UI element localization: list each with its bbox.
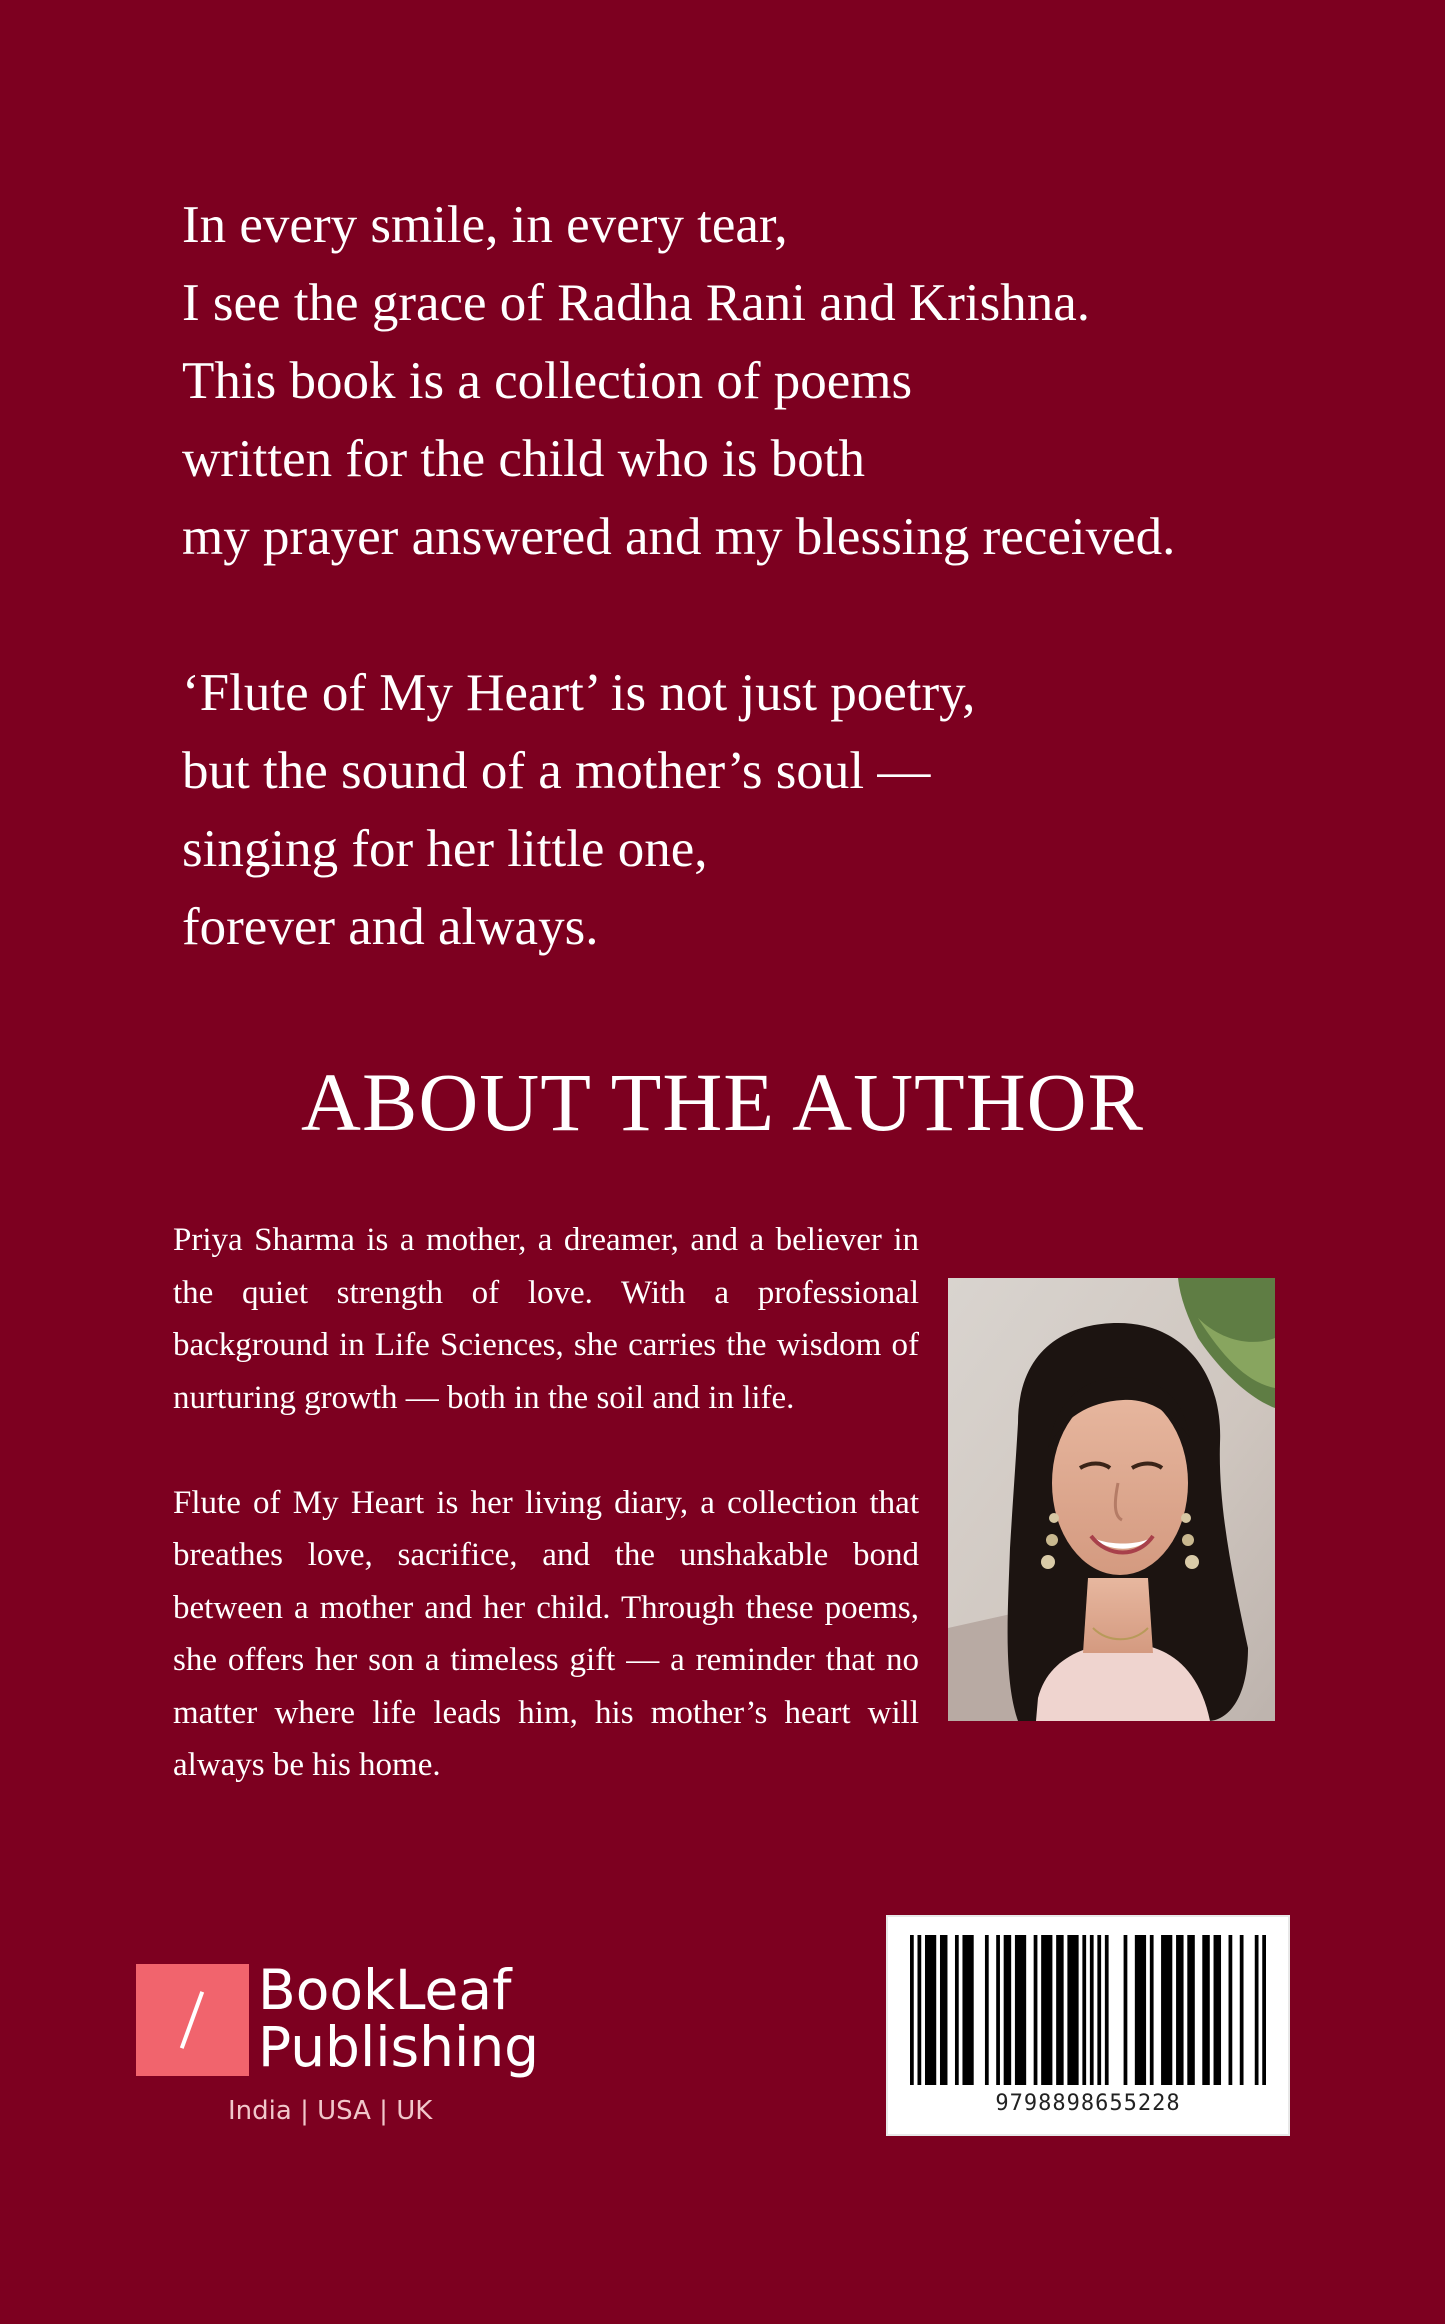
author-photo xyxy=(948,1278,1275,1721)
barcode-bar xyxy=(1240,1935,1244,2085)
poem-line: forever and always. xyxy=(182,898,599,956)
barcode-bar xyxy=(1262,1935,1266,2085)
barcode-number: 9798898655228 xyxy=(995,2091,1181,2116)
poem-line: This book is a collection of poems xyxy=(182,352,913,410)
bio-paragraph: Priya Sharma is a mother, a dreamer, and a believer in the quiet strength of love. With a professional background in Life Sciences, she carries the wisdom of nurturing growth — both in the soil and in life. xyxy=(173,1222,919,1416)
barcode-bar xyxy=(955,1935,959,2085)
slash-icon xyxy=(180,1991,204,2049)
isbn-barcode xyxy=(886,1915,1290,2136)
poem-stanza xyxy=(182,654,1362,966)
barcode-bar xyxy=(1150,1935,1154,2085)
barcode-bar xyxy=(1187,1935,1194,2085)
barcode-bar xyxy=(917,1935,921,2085)
poem-line: my prayer answered and my blessing received. xyxy=(182,508,1176,566)
poem-line: In every smile, in every tear, xyxy=(182,196,788,254)
barcode-bar xyxy=(1124,1935,1128,2085)
barcode-bar xyxy=(1135,1935,1146,2085)
blurb-poem xyxy=(182,186,1362,966)
publisher-name-line: BookLeaf xyxy=(258,1958,512,2022)
publisher-mark-icon xyxy=(136,1964,249,2076)
barcode-bar xyxy=(1214,1935,1221,2085)
poem-line: singing for her little one, xyxy=(182,820,708,878)
poem-line: written for the child who is both xyxy=(182,430,865,488)
barcode-bar xyxy=(1202,1935,1209,2085)
barcode-bar xyxy=(1034,1935,1038,2085)
author-bio xyxy=(173,1214,919,1792)
barcode-bar xyxy=(1056,1935,1063,2085)
barcode-bar xyxy=(1255,1935,1259,2085)
poem-line: ‘Flute of My Heart’ is not just poetry, xyxy=(182,664,976,722)
barcode-bar xyxy=(1105,1935,1109,2085)
barcode-bar xyxy=(1015,1935,1026,2085)
barcode-bar xyxy=(962,1935,973,2085)
bio-paragraph: Flute of My Heart is her living diary, a collection that breathes love, sacrifice, and the unshakable bond between a mother and her child. Through these poems, she offers her son a timeless gift — a reminder that no matter where life leads him, his mother’s heart will always be his home. xyxy=(173,1484,919,1783)
poem-stanza xyxy=(182,186,1362,576)
barcode-bar xyxy=(940,1935,947,2085)
barcode-bar xyxy=(1082,1935,1086,2085)
barcode-bar xyxy=(1161,1935,1172,2085)
publisher-name-line: Publishing xyxy=(258,2015,540,2079)
barcode-bar xyxy=(985,1935,989,2085)
barcode-bar xyxy=(1004,1935,1011,2085)
barcode-bar xyxy=(1090,1935,1094,2085)
publisher-logo xyxy=(136,1958,576,2134)
publisher-regions: India | USA | UK xyxy=(228,2096,433,2126)
barcode-bar xyxy=(910,1935,914,2085)
barcode-bar xyxy=(925,1935,936,2085)
barcode-bar xyxy=(1176,1935,1183,2085)
barcode-bar xyxy=(996,1935,1000,2085)
publisher-name xyxy=(258,1958,540,2079)
barcode-bar xyxy=(1229,1935,1233,2085)
poem-line: but the sound of a mother’s soul — xyxy=(182,742,931,800)
barcode-bar xyxy=(1041,1935,1052,2085)
barcode-bars xyxy=(910,1935,1266,2085)
about-author-heading: ABOUT THE AUTHOR xyxy=(301,1056,1144,1148)
barcode-bar xyxy=(1097,1935,1101,2085)
barcode-bar xyxy=(1067,1935,1078,2085)
poem-line: I see the grace of Radha Rani and Krishna. xyxy=(182,274,1091,332)
